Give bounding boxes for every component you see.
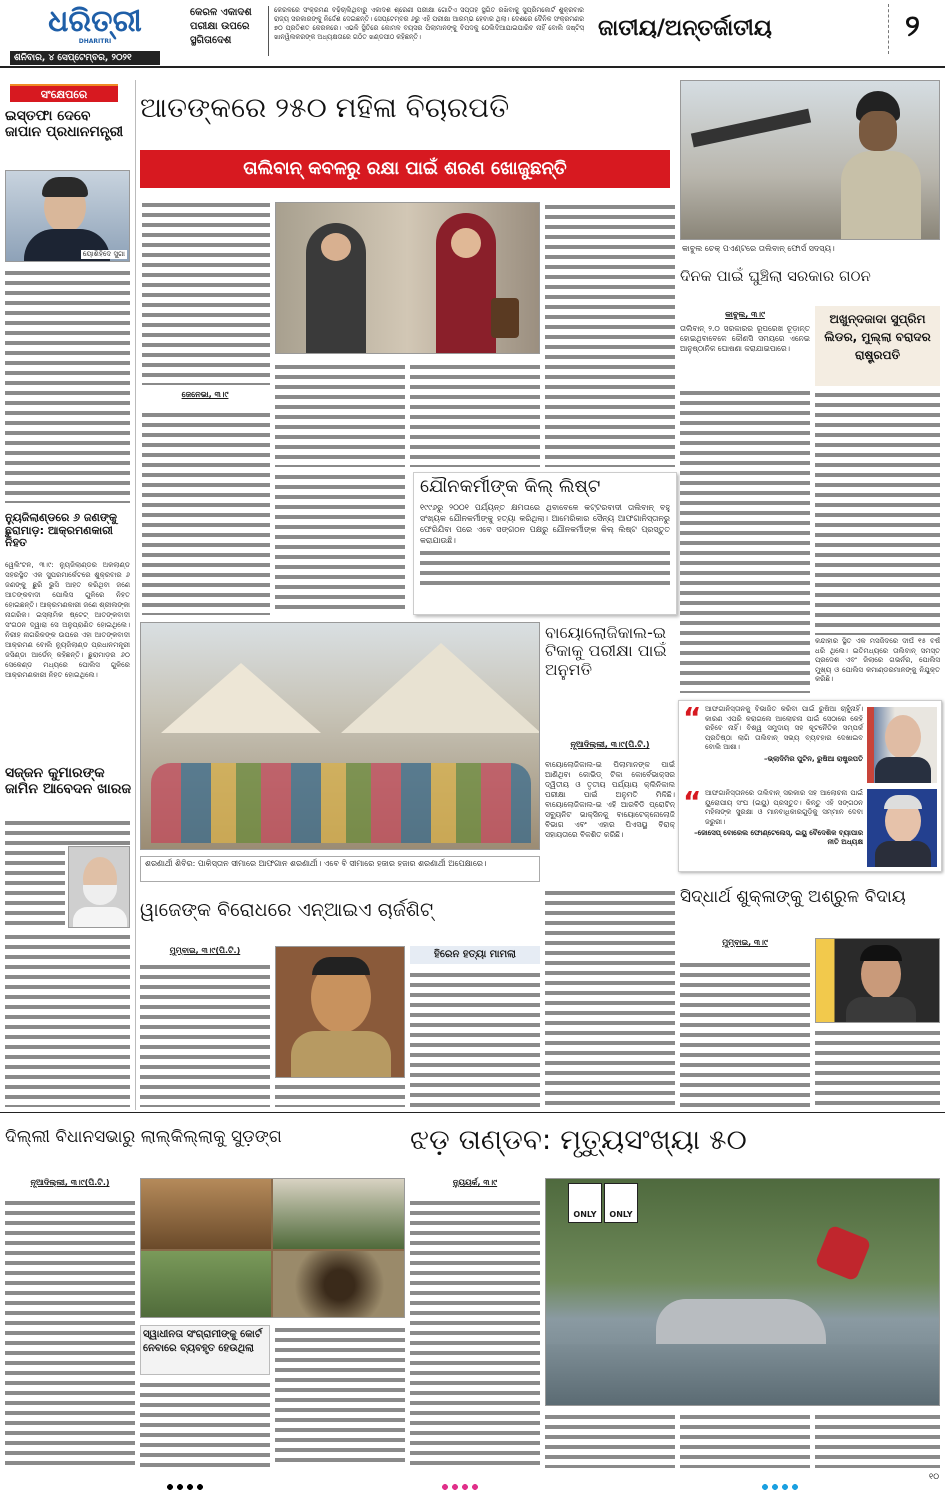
sidharth-col-1: [680, 960, 810, 1107]
page-code: ୧୦: [929, 1472, 939, 1481]
bio-dateline: ନୂଆଦିଲ୍ଲୀ, ୩।୯(ପି.ଟି.): [570, 740, 650, 749]
lead-col-2b: [275, 472, 405, 615]
sidharth-col-2: [815, 1028, 940, 1107]
putin-photo: [867, 707, 937, 783]
sajjan-headline[interactable]: ସଜ୍ଜନ କୁମାରଙ୍କ ଜାମିନ ଆବେଦନ ଖାରଜ: [5, 765, 132, 798]
teaser-text: କେରଳରେ ସଂକ୍ରମଣ ବଢ଼ିଚାଲିଥିବାରୁ ଏକାଦଶ ଶ୍ରେଣୀ ପରୀକ୍ଷା ଗୋଟିଏ ସପ୍ତାହ ସ୍ଥଗିତ ରଖିବାକୁ ସୁପ୍ରିମକୋର୍ଟ ଶୁକ୍ରବାର ରାଜ୍ୟ ସରକାରଙ୍କୁ ନିର୍ଦ୍ଦେଶ ଦେଇଛନ୍ତି। ସେପ୍ଟେମ୍ବର ୬ରୁ ଏହି ପରୀକ୍ଷା ଆରମ୍ଭ ହେବାର ଥିଲା। ଦେଶରେ ଦୈନିକ ସଂକ୍ରମଣର ୭୦ ପ୍ରତିଶତ କେରଳରେ। ଏଭଳି ସ୍ଥିତିରେ କୋମଳ ବୟସର ପିଲାମାନଙ୍କୁ ବିପଦକୁ ଠେଲିଦିଆଯାଇପାରିବ ନାହିଁ ବୋଲି ଜଷ୍ଟିସ୍ ଖାନୱିଲକରଙ୍କ ଅଧ୍ୟକ୍ଷତାରେ ଗଠିତ ଖଣ୍ଡପୀଠ କହିଛନ୍ତି।: [274, 6, 584, 41]
delhi-assembly-photo: [140, 1178, 405, 1318]
flood-photo: [545, 1178, 940, 1406]
one-way-sign-2: ONLY: [604, 1183, 638, 1223]
waze-headline[interactable]: ୱାଜେଙ୍କ ବିରୋଧରେ ଏନ୍ଆଇଏ ଚାର୍ଜଶିଟ୍: [140, 899, 434, 921]
bottom-section-rule: [0, 1112, 945, 1113]
storm-dateline: ନ୍ୟୁୟର୍କ, ୩।୯: [452, 1178, 498, 1187]
teaser-title[interactable]: କେରଳ ଏକାଦଶ ପରୀକ୍ଷା ଉପରେ ସ୍ଥଗିତାଦେଶ: [190, 7, 252, 46]
suga-photo: [5, 170, 130, 262]
waze-photo: [275, 946, 405, 1078]
lead-col-1b: [142, 410, 270, 615]
afghan-women-photo: [275, 202, 540, 354]
quote-1-author: –ଭ୍ଲାଦିମିର ପୁଟିନ, ରୁଷିଆ ରାଷ୍ଟ୍ରପତି: [764, 754, 863, 763]
storm-col-4: [815, 1412, 940, 1468]
delhi-headline[interactable]: ଦିଲ୍ଲୀ ବିଧାନସଭାରୁ ଲାଲ୍‌କିଲ୍ଲାକୁ ସୁଡ଼ଙ୍ଗ: [5, 1127, 282, 1147]
taliban-checkpoint-photo: [680, 80, 940, 240]
govt-box-text: ଅଖୁନ୍‌ଦଜାଦା ସୁପ୍ରିମ ଲିଡର, ମୁଲ୍ଲା ବରାଦର ରାଷ୍ଟ୍ରପତି: [824, 312, 931, 362]
refugee-caption: ଶରଣାର୍ଥୀ ଶିବିର: ପାକିସ୍ତାନ ସୀମାରେ ଆଫଗାନ ଶରଣାର୍ଥୀ। ଏବେ ବି ସୀମାରେ ହଜାର ହଜାର ଶରଣାର୍ଥୀ ଅପେକ୍ଷାରେ।: [140, 856, 540, 882]
kill-list-body: ୧୯୯୬ରୁ ୨୦୦୧ ପର୍ଯ୍ୟନ୍ତ କ୍ଷମତାରେ ଥିବାବେଳେ କଟ୍ଟରବାଦୀ ତାଲିବାନ୍ ବହୁ ସଂଖ୍ୟକ ଯୌନକର୍ମୀଙ୍କୁ ହତ୍ୟା କରିଥିଲା। ଆମେରିକାର ସୈନ୍ୟ ଆଫଗାନିସ୍ତାନରୁ ଫେରିଯିବା ପରେ ଏବେ ସଙ୍ଗଠନ ପକ୍ଷରୁ ଯୌନକର୍ମୀଙ୍କ କିଲ୍ ଲିଷ୍ଟ ପ୍ରସ୍ତୁତ କରାଯାଉଛି।: [420, 502, 670, 545]
sajjan-body-left: [5, 848, 65, 928]
kill-list-box: [413, 472, 677, 615]
section-divider: [888, 4, 889, 54]
quotes-box: [678, 700, 942, 872]
quote-2-author: –ଜୋସେପ୍ ବୋରେଲ ଫୋଣ୍ଟେଲେସ୍, ଇୟୁ ବୈଦେଶିକ ବ୍ୟାପାର ନୀତି ଅଧ୍ୟକ୍ଷ: [694, 829, 863, 846]
nz-body: ୱେଲିଂଟନ, ୩।୯: ନ୍ୟୁଜିଲାଣ୍ଡର ଅକଲାଣ୍ଡ ସହରସ୍ଥିତ ଏକ ସୁପରମାର୍କେଟରେ ଶୁକ୍ରବାର ୬ ଜଣଙ୍କୁ ଛୁରି ଭୁସି ଆହତ କରିଥିବା ଜଣେ ଆତଙ୍କବାଦୀ ପୋଲିସ ଗୁଳିରେ ନିହତ ହୋଇଛନ୍ତି। ଆକ୍ରମଣକାରୀ ଜଣେ ଶ୍ରୀଲଙ୍କା ନାଗରିକ। ଇସ୍ଲାମିକ ଷ୍ଟେଟ୍ ଆତଙ୍କବାଦୀ ସଂଗଠନ ଦ୍ୱାରା ସେ ଅନୁପ୍ରାଣିତ ହୋଇଥିଲେ। ନିରୀହ ନାଗରିକଙ୍କ ଉପରେ ଏହା ଆତଙ୍କବାଦୀ ଆକ୍ରମଣ ବୋଲି ନ୍ୟୁଜିଲାଣ୍ଡ ପ୍ରଧାନମନ୍ତ୍ରୀ ଜସିଣ୍ଡା ଆର୍ଡେନ୍ କହିଛନ୍ତି। ଛୁରାମାଡ଼ର ୬୦ ସେକେଣ୍ଡ ମଧ୍ୟରେ ପୋଲିସ ଗୁଳିରେ ଆକ୍ରମଣକାରୀ ନିହତ ହୋଇଥିଲେ।: [5, 561, 130, 679]
quote-1-text: ଆଫଗାନିସ୍ତାନକୁ ବିଭାଜିତ କରିବା ପାଇଁ ରୁଷିଆ ଚାହୁଁନାହିଁ। କାରଣ ଏପରି କରାଗଲେ ଆଲୋଚନା ପାଇଁ ସେଠାରେ କେହି ରହିବେ ନାହିଁ। ବିଶ୍ୱ ସମୁଦାୟ ସହ କୂଟନୈତିକ ସମ୍ପର୍କ ପ୍ରତିଷ୍ଠା ଲାଗି ତାଲିବାନ୍ ସଭ୍ୟ ବ୍ୟବହାର ଦେଖାଇବ ବୋଲି ଆଶା।: [705, 705, 863, 751]
lead-dateline: ଜେନେଭା, ୩।୯: [181, 390, 229, 399]
bio-headline[interactable]: ବାୟୋଲୋଜିକାଲ-ଇ ଟିକାକୁ ପରୀକ୍ଷା ପାଇଁ ଅନୁମତି: [545, 623, 667, 679]
one-way-sign: ONLY: [568, 1183, 602, 1223]
lead-col-2: [275, 362, 405, 467]
kill-list-headline[interactable]: ଯୌନକର୍ମୀଙ୍କ କିଲ୍ ଲିଷ୍ଟ: [420, 476, 601, 497]
govt-dateline: କାବୁଲ, ୩।୯: [725, 310, 765, 319]
brief-body: [5, 268, 130, 503]
storm-col-2: [545, 1412, 675, 1468]
masthead-logo[interactable]: [40, 6, 150, 48]
logo-subtext: DHARITRI: [78, 38, 112, 45]
waze-col-1: [140, 962, 270, 1107]
delhi-col-1: [5, 1198, 135, 1468]
delhi-subhead: ସ୍ୱାଧୀନତା ସଂଗ୍ରାମୀଙ୍କୁ କୋର୍ଟ ନେବାରେ ବ୍ୟବହୃତ ହେଉଥିଲା: [140, 1325, 270, 1375]
left-column-divider: [135, 80, 136, 1110]
lead-col-4: [545, 202, 675, 467]
lead-col-3: [410, 362, 540, 467]
quote-2: [683, 785, 863, 847]
lead-subhead: ତାଲିବାନ୍ କବଳରୁ ରକ୍ଷା ପାଇଁ ଶରଣ ଖୋଜୁଛନ୍ତି: [140, 150, 670, 188]
sidharth-headline[interactable]: ସିଦ୍ଧାର୍ଥ ଶୁକ୍ଳାଙ୍କୁ ଅଶ୍ରୁଳ ବିଦାୟ: [680, 887, 906, 907]
stop-sign: [814, 1224, 871, 1281]
storm-col-3: [680, 1412, 810, 1468]
govt-lead: ତାଲିବାନ୍ ୨.୦ ସରକାରର ରୂପରେଖ ଚୂଡ଼ାନ୍ତ ହୋଇଥିବାବେଳେ କୌଣସି ସମୟରେ ଏନେଇ ଆନୁଷ୍ଠାନିକ ଘୋଷଣା କରାଯାଇପାରେ।: [680, 324, 810, 353]
storm-col-1: [410, 1198, 540, 1468]
quote-2-text: ଆଫଗାନିସ୍ତାନରେ ତାଲିବାନ୍ ସରକାର ସହ ଆଲୋଚନା ପାଇଁ ୟୁରୋପୀୟ ସଂଘ (ଇୟୁ) ପ୍ରସ୍ତୁତ। କିନ୍ତୁ ଏହି ସଙ୍ଗଠନ ମହିଳାଙ୍କ ସୁରକ୍ଷା ଓ ମାନବାଧିକାରଗୁଡ଼ିକୁ ସମ୍ମାନ ଦେବା ଜରୁରୀ।: [705, 789, 863, 826]
lead-intro: [142, 200, 270, 385]
header-rule: [0, 66, 945, 68]
quote-1: [683, 701, 863, 764]
govt-headline[interactable]: ଦିନକ ପାଇଁ ଘୁଞ୍ଚିଲା ସରକାର ଗଠନ: [680, 267, 871, 285]
delhi-col-3: [275, 1325, 405, 1468]
sidharth-photo: [815, 938, 940, 1023]
sajjan-body-top: [5, 818, 130, 846]
govt-box: [815, 306, 940, 386]
waze-col-2-tail: [275, 1082, 405, 1107]
delhi-col-2: [140, 1380, 270, 1468]
color-registration-marks: [0, 1482, 945, 1494]
bio-body: ବାୟୋଲୋଜିକାଲ-ଇ ପିଲାମାନଙ୍କ ପାଇଁ ଆଣିଥିବା କୋଭିଡ୍ ଟିକା କୋର୍ବେଭାକ୍ସର ଦ୍ୱିତୀୟ ଓ ତୃତୀୟ ପର୍ଯ୍ୟାୟ କ୍ଲିନିକାଲ ପରୀକ୍ଷା ପାଇଁ ଅନୁମତି ମିଳିଛି। ବାୟୋଲୋଜିକାଲ-ଇ ଏହି ଆରବିଡି ପ୍ରୋଟିନ୍ ସବ୍ୟୁନିଟ ଭାକ୍ସିନକୁ ବାୟୋଟେକ୍ନୋଲୋଜି ବିଭାଗ ଏବଂ ଏହାର ପିଏସୟୁ ବିରାକ୍ ସହାୟତାରେ ବିକଶିତ କରିଛି।: [545, 760, 675, 839]
storm-headline[interactable]: ଝଡ଼ ତାଣ୍ଡବ: ମୃତ୍ୟୁସଂଖ୍ୟା ୫୦: [410, 1123, 747, 1156]
refugee-camp-photo: [140, 622, 540, 850]
delhi-dateline: ନୂଆଦିଲ୍ଲୀ, ୩।୯(ପି.ଟି.): [30, 1178, 110, 1187]
govt-col-2: [815, 390, 940, 635]
teaser-divider: [268, 6, 269, 56]
waze-col-3: [410, 970, 540, 1107]
hiren-tag: ହିରେନ ହତ୍ୟା ମାମଲା: [410, 946, 540, 964]
govt-tail: କନ୍ଦାହାର ସ୍ଥିତ ଏକ ମସଜିଦରେ ଦୀର୍ଘ ୧୫ ବର୍ଷ ଧରି ଥିଲେ। ଇତିମଧ୍ୟରେ ତାଲିବାନ୍ ସମସ୍ତ ପ୍ରଦେଶ ଏବଂ ଜିଲାରେ ଗଭର୍ନର, ପୋଲିସ ମୁଖ୍ୟ ଓ ପୋଲିସ କମାଣ୍ଡରମାନଙ୍କୁ ନିଯୁକ୍ତ କରିଛି।: [815, 637, 940, 683]
lead-headline[interactable]: ଆତଙ୍କରେ ୨୫୦ ମହିଳା ବିଚାରପତି: [140, 91, 510, 124]
bio-col-b: [545, 888, 675, 1108]
nz-headline[interactable]: ନ୍ୟୁଜିଲାଣ୍ଡରେ ୬ ଜଣଙ୍କୁ ଛୁରାମାଡ଼: ଆକ୍ରମଣକାରୀ ନିହତ: [5, 511, 118, 550]
sajjan-body: [5, 932, 130, 1107]
taliban-caption: କାବୁଲ ଚେକ୍ ପଏଣ୍ଟରେ ତାଲିବାନ୍ ଫୋର୍ସ ସଦସ୍ୟ।: [682, 244, 835, 253]
logo-text: ଧରିତ୍ରୀ: [48, 4, 142, 39]
quote-mark-icon: “: [683, 785, 702, 818]
sajjan-photo: [68, 846, 130, 928]
date-bar: ଶନିବାର, ୪ ସେପ୍ଟେମ୍ବର, ୨୦୨୧: [10, 51, 160, 65]
brief-headline[interactable]: ଇସ୍ତଫା ଦେବେ ଜାପାନ ପ୍ରଧାନମନ୍ତ୍ରୀ: [5, 108, 124, 141]
page-number: ୨: [905, 9, 920, 44]
quote-mark-icon: “: [683, 701, 702, 734]
brief-label: ସଂକ୍ଷେପରେ: [10, 84, 118, 102]
suga-caption: ୟୋଶିହିଦେ ସୁଗା: [82, 250, 125, 258]
waze-dateline: ମୁମ୍ବାଇ, ୩।୯(ପି.ଟି.): [169, 946, 241, 955]
sidharth-dateline: ମୁମ୍ବାଇ, ୩।୯: [722, 938, 768, 947]
section-title: ଜାତୀୟ/ଅନ୍ତର୍ଜାତୀୟ: [598, 16, 772, 41]
govt-col-1: [680, 388, 810, 693]
borrell-photo: [867, 789, 937, 867]
